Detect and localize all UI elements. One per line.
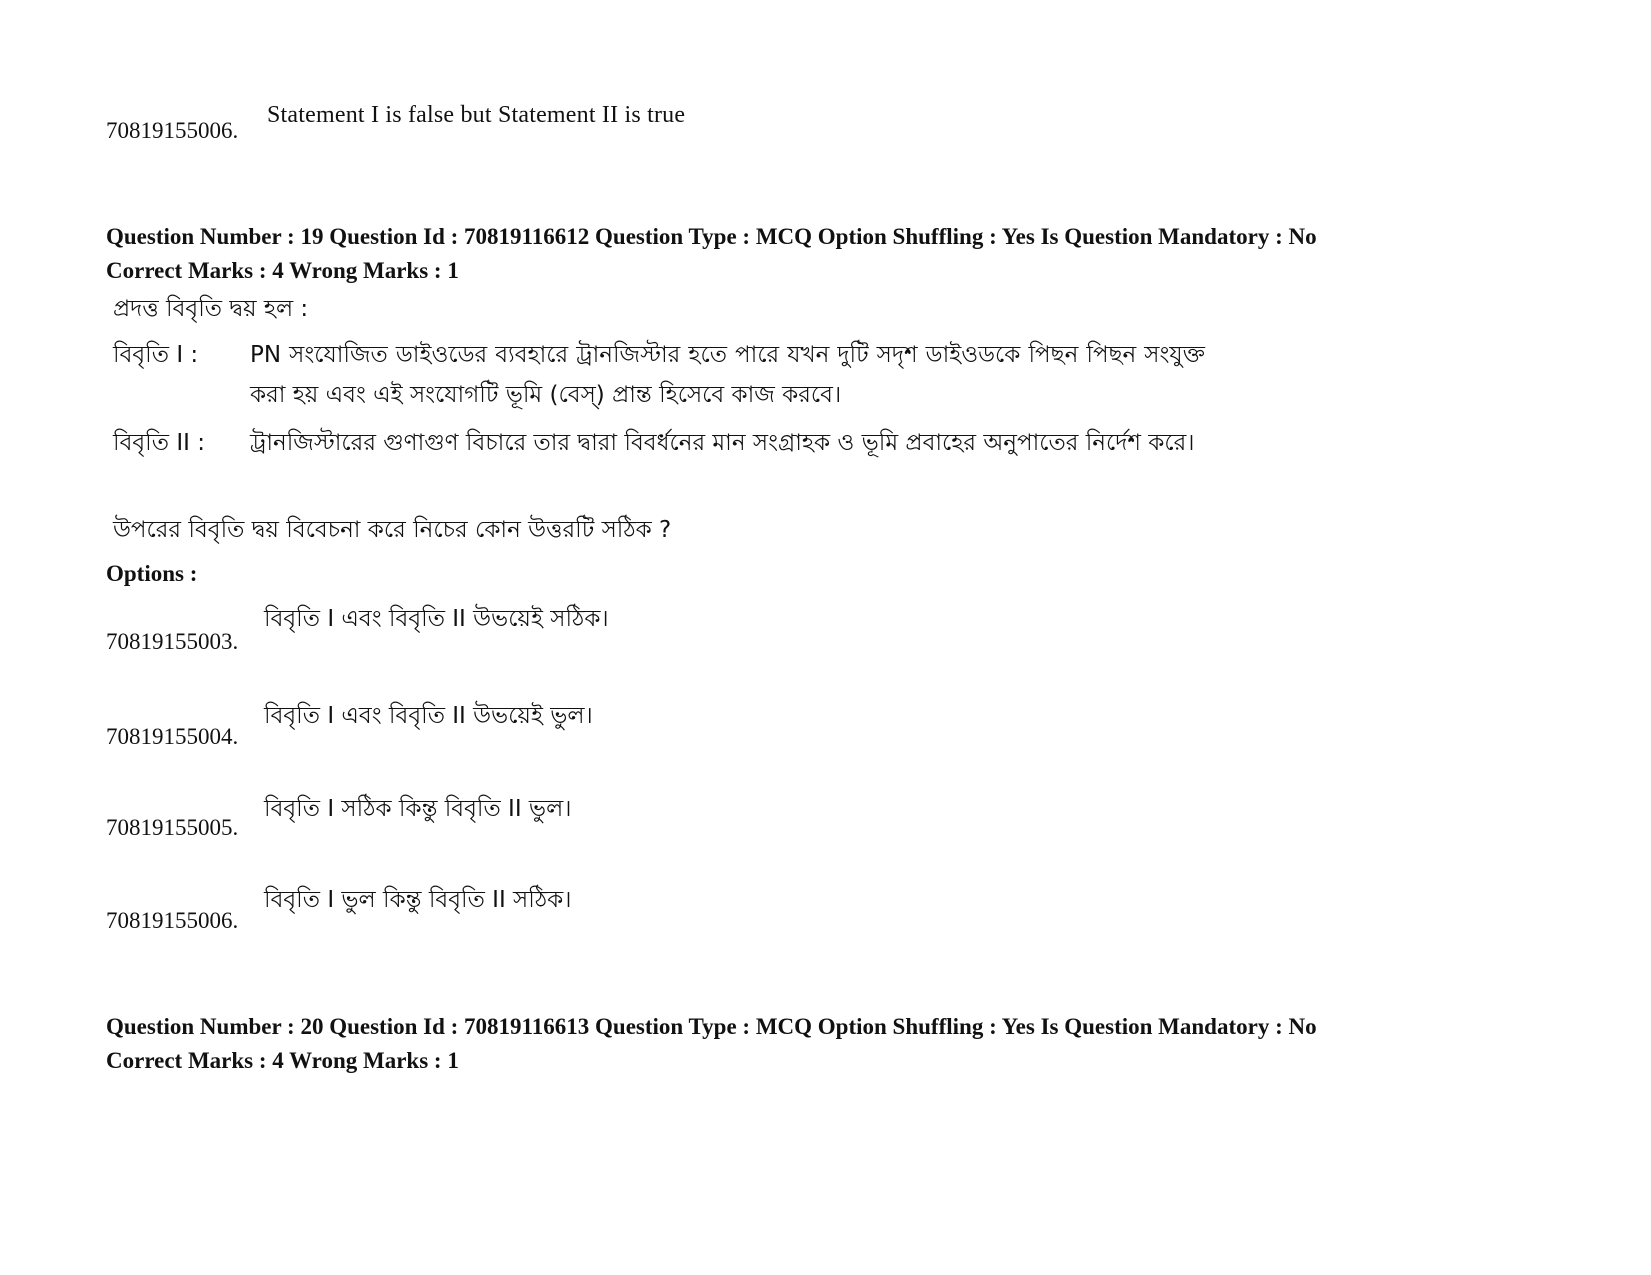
prev-option-text: Statement I is false but Statement II is true (267, 102, 686, 128)
q19-statement1-text: PN সংযোজিত ডাইওডের ব্যবহারে ট্রানজিস্টার হতে পারে যখন দুটি সদৃশ ডাইওডকে পিছন পিছন সংযুক্ত করা হয় এবং এই সংযোগটি ভূমি (বেস্) প্রান্ত হিসেবে কাজ করবে। (250, 342, 1205, 408)
q19-option-1-text: বিবৃতি I এবং বিবৃতি II উভয়েই সঠিক। (264, 606, 609, 632)
q19-question-text: উপরের বিবৃতি দ্বয় বিবেচনা করে নিচের কোন উত্তরটি সঠিক ? (113, 517, 672, 543)
q19-option-2-id: 70819155004. (106, 724, 239, 749)
q19-option-1-id: 70819155003. (106, 629, 239, 654)
q19-statement1-label: বিবৃতি I : (113, 342, 199, 368)
prev-option-id: 70819155006. (106, 118, 239, 143)
q20-meta-line1: Question Number : 20 Question Id : 70819116613 Question Type : MCQ Option Shuffling : Yes Is Question Mandatory : No (106, 1014, 1317, 1039)
q19-meta-line1: Question Number : 19 Question Id : 70819116612 Question Type : MCQ Option Shuffling : Yes Is Question Mandatory : No (106, 224, 1317, 249)
q19-intro: প্রদত্ত বিবৃতি দ্বয় হল : (113, 296, 309, 322)
q19-option-4-text: বিবৃতি I ভুল কিন্তু বিবৃতি II সঠিক। (264, 887, 572, 913)
q20-meta-line2: Correct Marks : 4 Wrong Marks : 1 (106, 1048, 459, 1073)
q19-option-3-id: 70819155005. (106, 815, 239, 840)
q19-option-4-id: 70819155006. (106, 908, 239, 933)
q19-statement2-label: বিবৃতি II : (113, 430, 205, 456)
q19-option-2-text: বিবৃতি I এবং বিবৃতি II উভয়েই ভুল। (264, 703, 593, 729)
q19-options-label: Options : (106, 561, 198, 586)
q19-statement2-text: ট্রানজিস্টারের গুণাগুণ বিচারে তার দ্বারা বিবর্ধনের মান সংগ্রাহক ও ভূমি প্রবাহের অনুপাতের নির্দেশ করে। (250, 430, 1195, 456)
q19-meta-line2: Correct Marks : 4 Wrong Marks : 1 (106, 258, 459, 283)
q19-option-3-text: বিবৃতি I সঠিক কিন্তু বিবৃতি II ভুল। (264, 796, 572, 822)
